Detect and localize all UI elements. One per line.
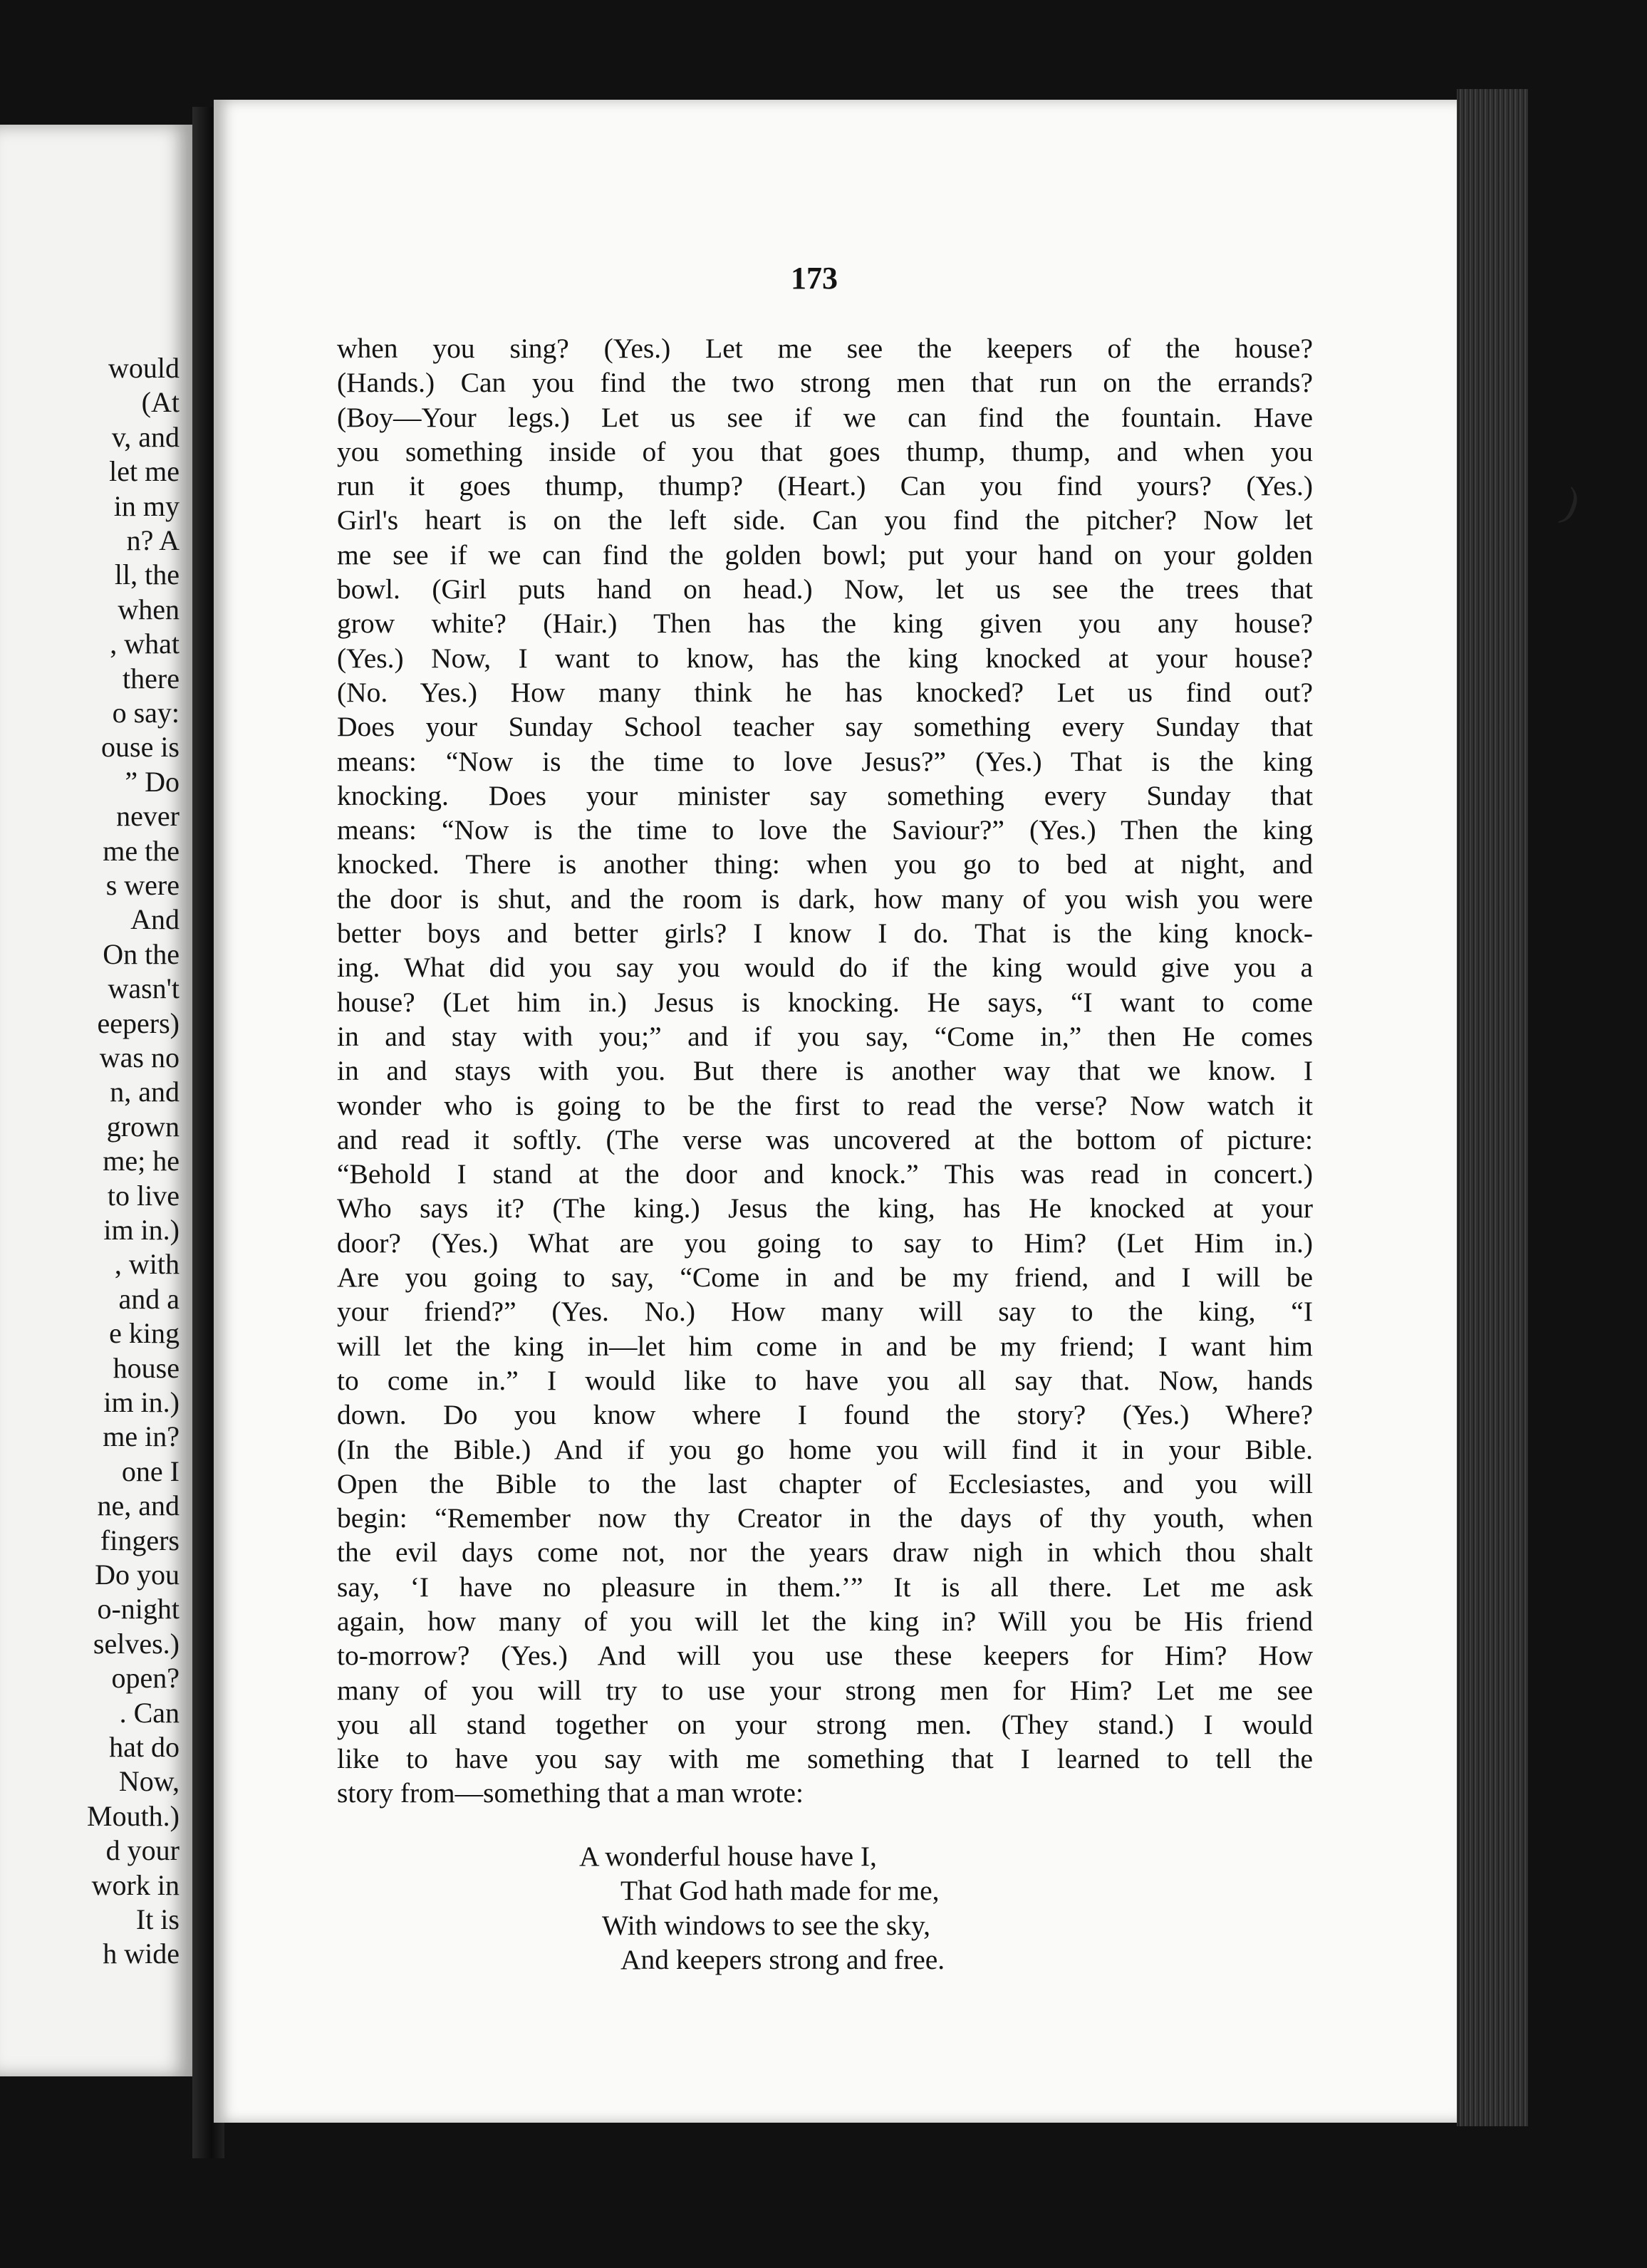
text-line: house? (Let him in.) Jesus is knocking. He says, “I want to come	[337, 986, 1313, 1018]
previous-page-line-fragment: was no	[99, 1041, 180, 1073]
previous-page-line-fragment: im in.)	[103, 1386, 180, 1418]
text-line: knocking. Does your minister say something every Sunday that	[337, 779, 1313, 811]
text-line: Girl's heart is on the left side. Can you find the pitcher? Now let	[337, 504, 1313, 536]
previous-page-line-fragment: grown	[106, 1110, 180, 1143]
body-text	[337, 331, 1313, 1811]
previous-page-line-fragment: h wide	[103, 1937, 180, 1970]
text-line: your friend?” (Yes. No.) How many will say to the king, “I	[337, 1296, 1313, 1328]
text-line: down. Do you know where I found the story? (Yes.) Where?	[337, 1399, 1313, 1431]
previous-page-line-fragment: work in	[91, 1868, 180, 1901]
text-line: you something inside of you that goes thump, thump, and when you	[337, 435, 1313, 467]
previous-page-line-fragment: s were	[105, 869, 180, 901]
previous-page-line-fragment: house	[113, 1351, 180, 1384]
previous-page-line-fragment: me in?	[103, 1420, 180, 1453]
verse-line: A wonderful house have I,	[579, 1841, 877, 1872]
text-line: means: “Now is the time to love Jesus?” (Yes.) That is the king	[337, 745, 1313, 777]
text-line: begin: “Remember now thy Creator in the days of thy youth, when	[337, 1502, 1313, 1534]
previous-page-line-fragment: (At	[141, 386, 180, 419]
text-line: knocked. There is another thing: when you go to bed at night, and	[337, 848, 1313, 880]
text-line: door? (Yes.) What are you going to say to Him? (Let Him in.)	[337, 1227, 1313, 1259]
previous-page-line-fragment: and a	[118, 1282, 180, 1315]
previous-page-line-fragment: It is	[135, 1903, 180, 1935]
text-line: many of you will try to use your strong men for Him? Let me see	[337, 1674, 1313, 1706]
text-line: wonder who is going to be the first to read the verse? Now watch it	[337, 1089, 1313, 1121]
previous-page-line-fragment: ll, the	[114, 558, 180, 591]
previous-page-line-fragment: o say:	[112, 697, 180, 729]
margin-pencil-mark: )	[1557, 478, 1586, 528]
previous-page-line-fragment: Now,	[118, 1765, 180, 1798]
text-line: better boys and better girls? I know I do. That is the king knock-	[337, 917, 1313, 950]
text-line: means: “Now is the time to love the Saviour?” (Yes.) Then the king	[337, 814, 1313, 846]
text-line: will let the king in—let him come in and be my friend; I want him	[337, 1330, 1313, 1362]
previous-page-line-fragment: in my	[113, 489, 180, 522]
text-line: (Hands.) Can you find the two strong men that run on the errands?	[337, 367, 1313, 399]
previous-page-line-fragment: would	[108, 352, 180, 384]
text-line: the evil days come not, nor the years draw nigh in which thou shalt	[337, 1536, 1313, 1569]
text-line: in and stays with you. But there is another way that we know. I	[337, 1055, 1313, 1087]
previous-page-line-fragment: ne, and	[97, 1489, 180, 1522]
previous-page-line-fragment: . Can	[119, 1696, 180, 1729]
text-line: you all stand together on your strong men. (They stand.) I would	[337, 1708, 1313, 1740]
previous-page-line-fragment: On the	[103, 937, 180, 970]
previous-page-line-fragment: n, and	[110, 1076, 180, 1108]
previous-page-line-fragment: Do you	[95, 1559, 180, 1591]
text-line: to come in.” I would like to have you all say that. Now, hands	[337, 1364, 1313, 1396]
previous-page-line-fragment: wasn't	[108, 972, 180, 1005]
text-line: Are you going to say, “Come in and be my friend, and I will be	[337, 1262, 1313, 1294]
previous-page-line-fragment: n? A	[126, 524, 180, 556]
text-line: story from—something that a man wrote:	[337, 1777, 804, 1809]
verse	[579, 1839, 945, 1977]
previous-page-line-fragment: hat do	[109, 1731, 180, 1763]
previous-page-line-fragment: there	[123, 662, 180, 695]
previous-page-line-fragment: selves.)	[93, 1627, 180, 1660]
text-line: Who says it? (The king.) Jesus the king, has He knocked at your	[337, 1192, 1313, 1224]
text-line: grow white? (Hair.) Then has the king given you any house?	[337, 608, 1313, 640]
previous-page-line-fragment: ouse is	[101, 731, 180, 764]
previous-page-line-fragment: to live	[107, 1179, 180, 1212]
text-line: (Boy—Your legs.) Let us see if we can find the fountain. Have	[337, 401, 1313, 433]
text-line: (No. Yes.) How many think he has knocked? Let us find out?	[337, 676, 1313, 708]
previous-page-line-fragment: , with	[114, 1248, 180, 1281]
text-line: again, how many of you will let the king in? Will you be His friend	[337, 1605, 1313, 1637]
text-line: Does your Sunday School teacher say something every Sunday that	[337, 711, 1313, 743]
verse-line: That God hath made for me,	[620, 1875, 940, 1907]
verse-line: With windows to see the sky,	[602, 1909, 931, 1941]
previous-page-line-fragment: , what	[110, 628, 180, 660]
text-line: “Behold I stand at the door and knock.” This was read in concert.)	[337, 1158, 1313, 1190]
text-line: (Yes.) Now, I want to know, has the king knocked at your house?	[337, 642, 1313, 674]
text-line: like to have you say with me something that I learned to tell the	[337, 1743, 1313, 1775]
previous-page-line-fragment: And	[130, 903, 180, 936]
previous-page-line-fragment: open?	[111, 1662, 180, 1695]
previous-page-line-fragment: im in.)	[103, 1214, 180, 1246]
text-line: me see if we can find the golden bowl; put your hand on your golden	[337, 539, 1313, 571]
previous-page-line-fragment: one I	[121, 1455, 180, 1487]
text-line: say, ‘I have no pleasure in them.’” It is all there. Let me ask	[337, 1571, 1313, 1603]
text-line: and read it softly. (The verse was uncovered at the bottom of picture:	[337, 1123, 1313, 1155]
text-line: bowl. (Girl puts hand on head.) Now, let us see the trees that	[337, 573, 1313, 605]
text-line: to-morrow? (Yes.) And will you use these keepers for Him? How	[337, 1640, 1313, 1672]
previous-page-line-fragment: me; he	[103, 1145, 180, 1177]
previous-page-line-fragment: d your	[105, 1834, 180, 1867]
previous-page-line-fragment: eepers)	[97, 1006, 180, 1039]
previous-page-line-fragment: v, and	[111, 420, 180, 453]
page-number: 173	[791, 261, 838, 296]
previous-page-line-fragment: Mouth.)	[87, 1799, 180, 1832]
text-line: the door is shut, and the room is dark, how many of you wish you were	[337, 883, 1313, 915]
previous-page-line-fragment: ” Do	[125, 765, 180, 798]
text-line: in and stay with you;” and if you say, “Come in,” then He comes	[337, 1020, 1313, 1052]
text-line: when you sing? (Yes.) Let me see the keepers of the house?	[337, 333, 1313, 364]
previous-page-line-fragment: o-night	[97, 1593, 180, 1625]
previous-page-line-fragment: never	[116, 800, 180, 833]
text-line: ing. What did you say you would do if the king would give you a	[337, 952, 1313, 984]
previous-page-line-fragment: fingers	[100, 1524, 180, 1556]
previous-page-line-fragment: me the	[103, 834, 180, 867]
verse-line: And keepers strong and free.	[620, 1943, 945, 1975]
page-edges	[1457, 89, 1528, 2126]
text-line: Open the Bible to the last chapter of Ecclesiastes, and you will	[337, 1467, 1313, 1499]
previous-page-line-fragment: when	[118, 593, 180, 625]
previous-page-line-fragment: e king	[109, 1317, 180, 1350]
previous-page	[0, 125, 192, 2076]
text-line: run it goes thump, thump? (Heart.) Can you find yours? (Yes.)	[337, 470, 1313, 502]
previous-page-line-fragment: let me	[109, 455, 180, 488]
text-line: (In the Bible.) And if you go home you will find it in your Bible.	[337, 1433, 1313, 1465]
